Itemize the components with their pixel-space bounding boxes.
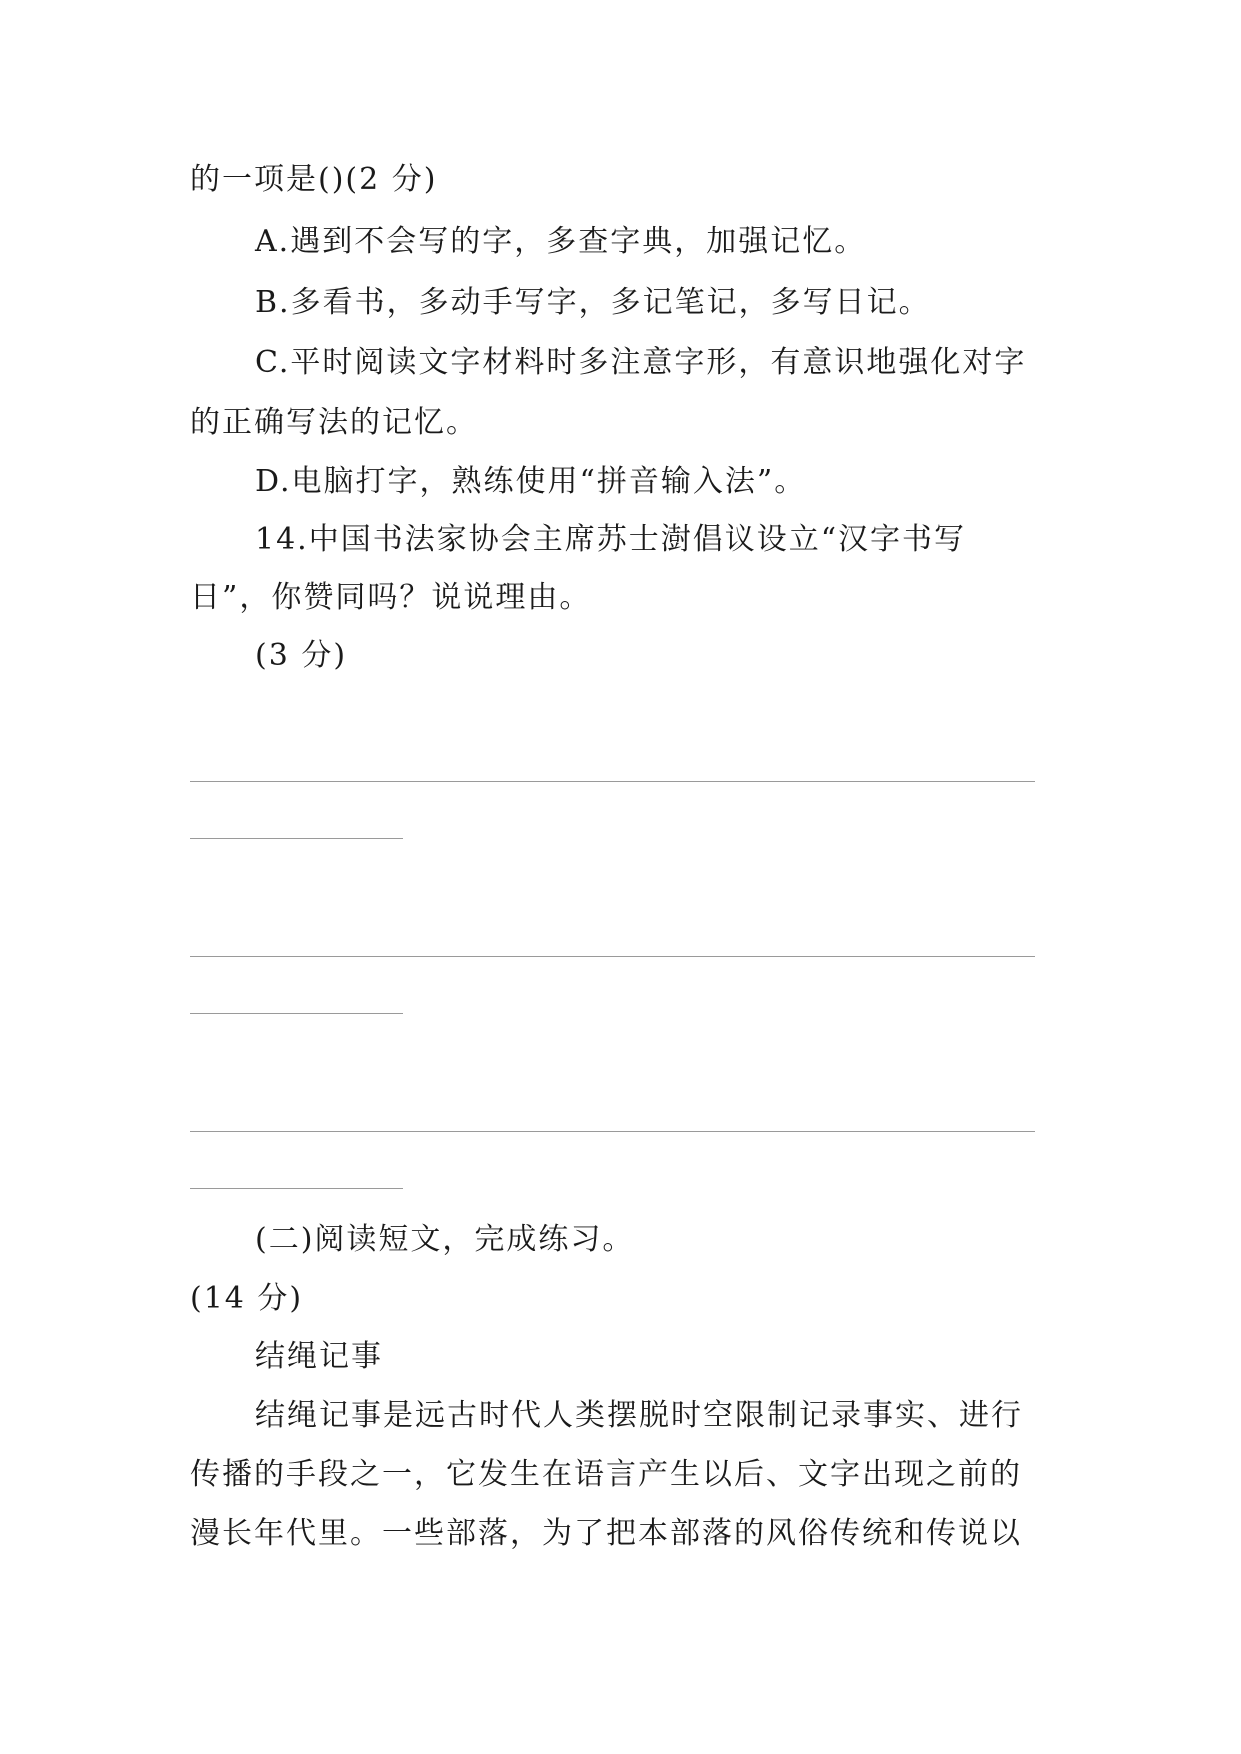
answer-line-1-short[interactable] (190, 838, 403, 839)
question-14-continued: 日”，你赞同吗？说说理由。 (190, 580, 592, 615)
option-c-continued: 的正确写法的记忆。 (190, 405, 478, 440)
answer-line-3[interactable] (190, 1131, 1035, 1132)
option-a: A.遇到不会写的字，多查字典，加强记忆。 (255, 224, 867, 259)
answer-line-1[interactable] (190, 781, 1035, 782)
section-two-score: (14 分) (190, 1281, 304, 1316)
question-13-stem-end: 的一项是()(2 分) (190, 162, 438, 197)
option-b: B.多看书，多动手写字，多记笔记，多写日记。 (255, 285, 931, 320)
answer-line-2-short[interactable] (190, 1013, 403, 1014)
answer-line-2[interactable] (190, 956, 1035, 957)
answer-line-3-short[interactable] (190, 1188, 403, 1189)
passage-paragraph-line-1: 结绳记事是远古时代人类摆脱时空限制记录事实、进行 (255, 1398, 1023, 1433)
passage-paragraph-line-3: 漫长年代里。一些部落，为了把本部落的风俗传统和传说以 (190, 1516, 1022, 1551)
option-d: D.电脑打字，熟练使用“拼音输入法”。 (255, 464, 807, 499)
question-14: 14.中国书法家协会主席苏士澍倡议设立“汉字书写 (255, 522, 967, 557)
option-c: C.平时阅读文字材料时多注意字形，有意识地强化对字 (255, 345, 1027, 380)
question-14-score: (3 分) (255, 638, 348, 673)
section-two-heading: (二)阅读短文，完成练习。 (255, 1222, 635, 1257)
passage-paragraph-line-2: 传播的手段之一，它发生在语言产生以后、文字出现之前的 (190, 1457, 1022, 1492)
passage-title: 结绳记事 (255, 1339, 383, 1374)
